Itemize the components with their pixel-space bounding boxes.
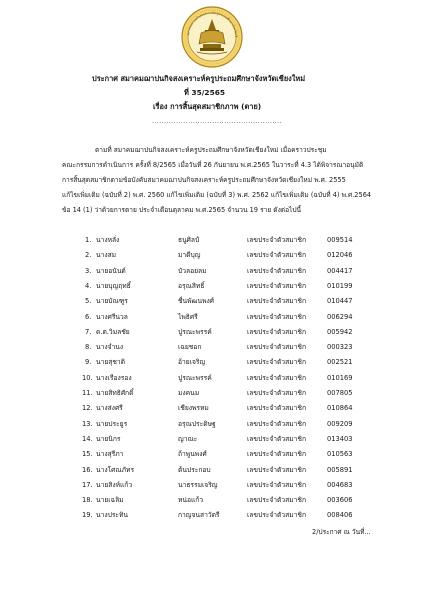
member-number: 9. (85, 358, 92, 366)
member-last-name: กาญจนสาวัตรี (178, 511, 220, 519)
member-id-label: เลขประจำตัวสมาชิก (247, 236, 306, 244)
announcement-number: ที่ 35/2565 (184, 88, 225, 97)
body-line-3: การสิ้นสุดสมาชิกตามข้อบังคับสมาคมฌาปนกิจสงเคราะห์ครูประถมศึกษาจังหวัดเชียงใหม่ พ.ศ. 2555 (62, 176, 346, 184)
member-number: 2. (85, 251, 92, 259)
member-number: 7. (85, 328, 92, 336)
member-id-label: เลขประจำตัวสมาชิก (247, 420, 306, 428)
divider-dots: ...................................................... (152, 118, 282, 125)
member-first-name: นายเฉลิม (96, 496, 124, 504)
member-id: 010169 (327, 374, 353, 382)
member-id-label: เลขประจำตัวสมาชิก (247, 511, 306, 519)
member-last-name: ญาณะ (178, 435, 198, 443)
member-last-name: นาธรรมเจริญ (178, 481, 218, 489)
member-last-name: ปูรณะพรรค์ (178, 374, 212, 382)
member-id-label: เลขประจำตัวสมาชิก (247, 297, 306, 305)
member-number: 18. (82, 496, 93, 504)
member-id-label: เลขประจำตัวสมาชิก (247, 374, 306, 382)
member-first-name: นายสิทธิศักดิ์ (96, 389, 134, 397)
member-last-name: บัวลอยลม (178, 267, 207, 275)
member-id: 010864 (327, 404, 353, 412)
member-id-label: เลขประจำตัวสมาชิก (247, 328, 306, 336)
member-number: 17. (82, 481, 93, 489)
member-first-name: นางเรืองรอง (96, 374, 132, 382)
member-number: 6. (85, 313, 92, 321)
member-id: 000323 (327, 343, 353, 351)
member-id-label: เลขประจำตัวสมาชิก (247, 481, 306, 489)
member-id: 010563 (327, 450, 353, 458)
member-first-name: นางประทิน (96, 511, 129, 519)
member-last-name: อรุณประดิษฐ (178, 420, 216, 428)
member-last-name: ไพธิศรี (178, 313, 198, 321)
member-number: 3. (85, 267, 92, 275)
member-id: 004683 (327, 481, 353, 489)
member-id: 003606 (327, 496, 353, 504)
member-first-name: นายอนันต์ (96, 267, 126, 275)
member-first-name: นายประยูร (96, 420, 128, 428)
member-last-name: เชียงพรหม (178, 404, 209, 412)
member-number: 19. (82, 511, 93, 519)
member-id: 010199 (327, 282, 353, 290)
member-first-name: นายสุชาติ (96, 358, 125, 366)
announcement-subject: เรื่อง การสิ้นสุดสมาชิกภาพ (ตาย) (153, 102, 262, 111)
organization-seal-icon (181, 6, 243, 68)
member-number: 15. (82, 450, 93, 458)
member-last-name: เฉยชอก (178, 343, 202, 351)
body-line-5: ข้อ 14 (1) ว่าด้วยการตาย ประจำเดือนตุลาคม พ.ศ.2565 จำนวน 19 ราย ดังต่อไปนี้ (62, 206, 302, 214)
member-last-name: ถ้าพูนพงศ์ (178, 450, 207, 458)
member-last-name: ต้นประกอบ (178, 466, 211, 474)
member-id: 009209 (327, 420, 353, 428)
member-id-label: เลขประจำตัวสมาชิก (247, 282, 306, 290)
member-first-name: ด.ต.วิมลชัย (96, 328, 130, 336)
member-first-name: นายบัณฑูร (96, 297, 128, 305)
member-id-label: เลขประจำตัวสมาชิก (247, 251, 306, 259)
member-id: 005891 (327, 466, 353, 474)
member-number: 12. (82, 404, 93, 412)
body-line-1: ตามที่ สมาคมฌาปนกิจสงเคราะห์ครูประถมศึกษาจังหวัดเชียงใหม่ เมื่อคราวประชุม (95, 146, 327, 154)
member-last-name: มงคนม (178, 389, 200, 397)
member-number: 14. (82, 435, 93, 443)
member-first-name: นายนิกร (96, 435, 121, 443)
member-id-label: เลขประจำตัวสมาชิก (247, 450, 306, 458)
body-line-2: คณะกรรมการดำเนินการ ครั้งที่ 8/2565 เมื่อวันที่ 26 กันยายน พ.ศ.2565 ในวาระที่ 4.3 ได้พิจารณาอนุมัติ (62, 161, 364, 169)
member-id-label: เลขประจำตัวสมาชิก (247, 404, 306, 412)
member-last-name: หน่อแก้ว (178, 496, 204, 504)
member-id: 007805 (327, 389, 353, 397)
member-id: 004417 (327, 267, 353, 275)
member-id: 008406 (327, 511, 353, 519)
member-id-label: เลขประจำตัวสมาชิก (247, 496, 306, 504)
member-number: 1. (85, 236, 92, 244)
member-number: 10. (82, 374, 93, 382)
member-number: 8. (85, 343, 92, 351)
member-number: 16. (82, 466, 93, 474)
member-first-name: นางโศณภัทร (96, 466, 135, 474)
member-id: 013403 (327, 435, 353, 443)
member-id-label: เลขประจำตัวสมาชิก (247, 343, 306, 351)
member-id-label: เลขประจำตัวสมาชิก (247, 435, 306, 443)
member-number: 13. (82, 420, 93, 428)
member-first-name: นางสม (96, 251, 117, 259)
member-first-name: นางศรีนวล (96, 313, 128, 321)
member-id: 010447 (327, 297, 353, 305)
announcement-title: ประกาศ สมาคมฌาปนกิจสงเคราะห์ครูประถมศึกษาจังหวัดเชียงใหม่ (92, 74, 306, 83)
member-id-label: เลขประจำตัวสมาชิก (247, 358, 306, 366)
member-first-name: นางหลั่ง (96, 236, 120, 244)
member-id: 002521 (327, 358, 353, 366)
member-first-name: นางจำนง (96, 343, 124, 351)
member-first-name: นายบุญฤทธิ์ (96, 282, 131, 290)
member-last-name: ธนูศิลป์ (178, 236, 200, 244)
member-last-name: ปูรณะพรรค์ (178, 328, 212, 336)
member-id-label: เลขประจำตัวสมาชิก (247, 267, 306, 275)
member-first-name: นางสุรีภา (96, 450, 124, 458)
member-number: 11. (82, 389, 93, 397)
member-id: 006294 (327, 313, 353, 321)
member-id: 005942 (327, 328, 353, 336)
member-last-name: มาดีบุญ (178, 251, 201, 259)
member-id-label: เลขประจำตัวสมาชิก (247, 389, 306, 397)
member-number: 5. (85, 297, 92, 305)
seal-ring-text: สมาคมฌาปนกิจสงเคราะห์ครูประถมศึกษาจังหวัดเชี (186, 10, 239, 38)
member-id: 009514 (327, 236, 353, 244)
body-line-4: แก้ไขเพิ่มเติม (ฉบับที่ 2) พ.ศ. 2560 แก้ไขเพิ่มเติม (ฉบับที่ 3) พ.ศ. 2562 แก้ไขเพิ่มเติม (ฉบับที่ 4) พ.ศ.2564 (62, 191, 372, 199)
member-id: 012046 (327, 251, 353, 259)
next-page-note: 2/ประกาศ ณ วันที่... (312, 528, 371, 536)
member-first-name: นางส่งศรี (96, 404, 123, 412)
member-last-name: อรุณสิทธิ์ (178, 282, 205, 290)
member-last-name: อ้ายเจริญ (178, 358, 206, 366)
member-last-name: ชื่นพัฒนพงศ์ (178, 297, 215, 305)
member-first-name: นายสิงห์แก้ว (96, 481, 133, 489)
member-id-label: เลขประจำตัวสมาชิก (247, 313, 306, 321)
member-number: 4. (85, 282, 92, 290)
member-id-label: เลขประจำตัวสมาชิก (247, 466, 306, 474)
